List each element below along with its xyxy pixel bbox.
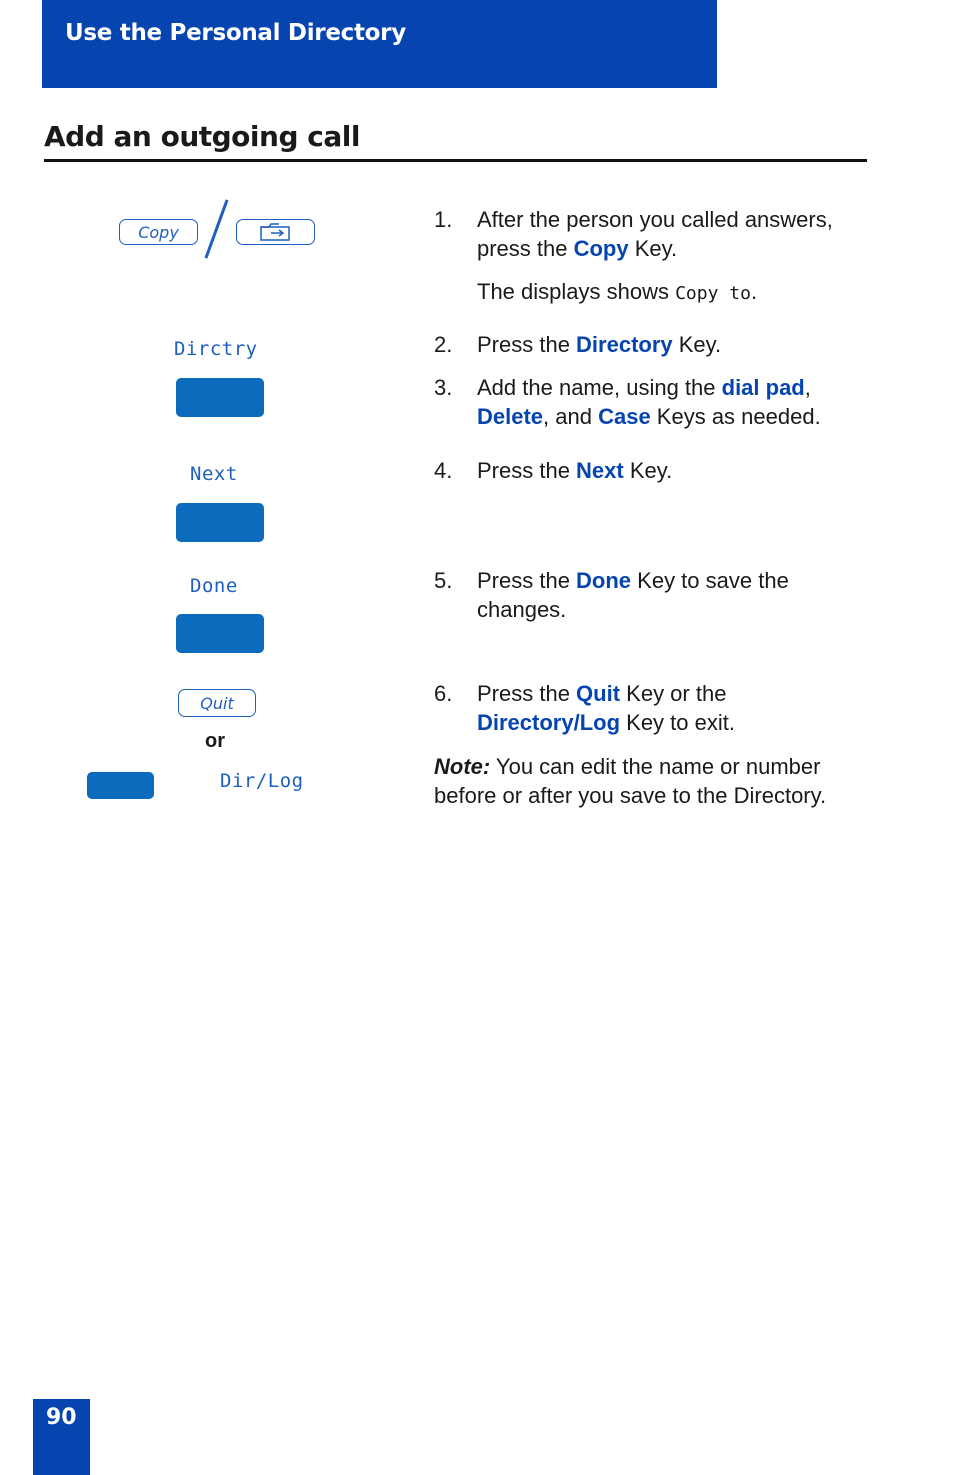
copy-key-label: Copy (138, 222, 179, 242)
note-label: Note: (434, 754, 491, 779)
lcd-copy-to: Copy to (675, 283, 751, 304)
directory-softkey (176, 378, 264, 417)
lcd-directory-label: Dirctry (174, 338, 258, 360)
dirlog-softkey (87, 772, 154, 799)
quit-key-label: Quit (200, 693, 234, 713)
note-text: You can edit the name or number before or after you save to the Directory. (434, 754, 827, 808)
page-number: 90 (46, 1405, 77, 1430)
step-3: 3. Add the name, using the dial pad, Delete, and Case Keys as needed. (434, 375, 821, 429)
header-band (42, 0, 717, 88)
lcd-dirlog-label: Dir/Log (220, 770, 304, 792)
section-title: Add an outgoing call (44, 120, 360, 153)
folder-icon (259, 222, 293, 242)
copy-key-icon (119, 219, 198, 245)
section-divider (44, 159, 867, 162)
done-softkey (176, 614, 264, 653)
page-number-box (33, 1399, 90, 1475)
step-2: 2. Press the Directory Key. (434, 332, 722, 357)
step-5: 5. Press the Done Key to save the changes. (434, 568, 789, 622)
step-1-display-note: The displays shows Copy to. (477, 279, 758, 304)
note (434, 752, 864, 810)
lcd-next-label: Next (190, 463, 238, 485)
or-text: or (205, 730, 225, 752)
step-4: 4. Press the Next Key. (434, 458, 673, 483)
lcd-done-label: Done (190, 575, 238, 597)
next-softkey (176, 503, 264, 542)
quit-key-icon (178, 689, 256, 717)
header-title: Use the Personal Directory (65, 20, 406, 46)
directory-copy-key-icon (236, 219, 315, 245)
step-1: 1. After the person you called answers, press the Copy Key. (434, 207, 833, 261)
slash-divider-icon (204, 199, 228, 258)
step-6: 6. Press the Quit Key or the Directory/Log Key to exit. (434, 681, 735, 735)
